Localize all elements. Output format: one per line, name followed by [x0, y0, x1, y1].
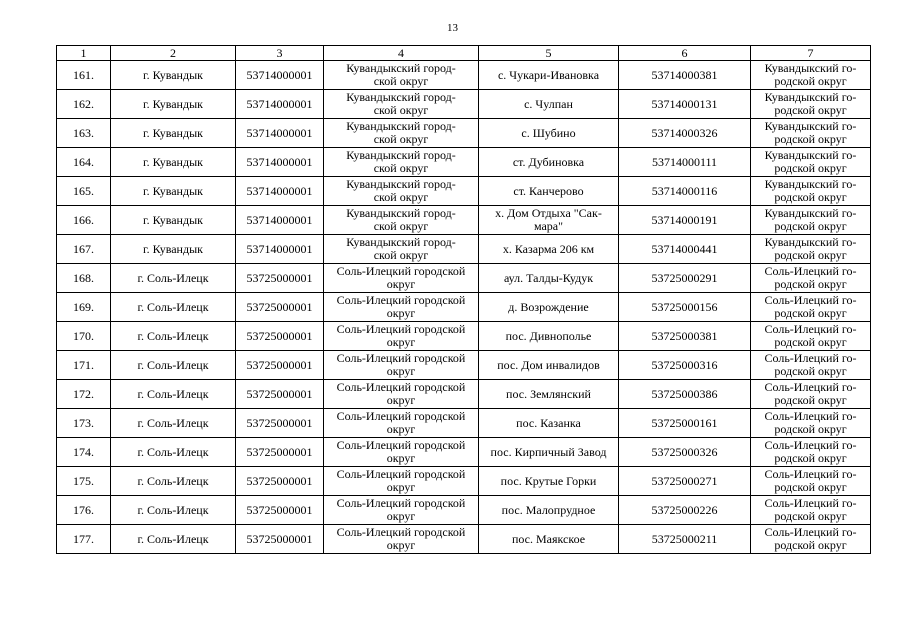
- municipality-cell: [751, 148, 871, 177]
- cell-text: г. Соль-Илецк: [137, 328, 209, 343]
- table-row: [57, 525, 871, 554]
- cell-text: 53714000001: [246, 125, 313, 140]
- city-cell: [111, 206, 236, 235]
- cell-text: х. Дом Отдыха "Сак- мара": [495, 206, 602, 233]
- cell-text: с. Шубино: [521, 125, 576, 140]
- city-cell: [111, 235, 236, 264]
- cell-text: Кувандыкский го- родской округ: [764, 61, 857, 88]
- table-row: [57, 496, 871, 525]
- settlement-code-cell: [619, 380, 751, 409]
- settlement-cell: [479, 90, 619, 119]
- cell-text: 53725000271: [651, 473, 718, 488]
- cell-text: 53714000191: [651, 212, 718, 227]
- city-code-cell: [236, 148, 324, 177]
- cell-text: Кувандыкский город- ской округ: [346, 90, 456, 117]
- settlement-cell: [479, 467, 619, 496]
- cell-text: 171.: [73, 357, 94, 372]
- cell-text: ст. Дубиновка: [512, 154, 585, 169]
- city-cell: [111, 61, 236, 90]
- row-number-cell: [57, 206, 111, 235]
- cell-text: с. Чулпан: [524, 96, 573, 111]
- city-cell: [111, 467, 236, 496]
- municipality-cell: [751, 409, 871, 438]
- cell-text: пос. Землянский: [506, 386, 591, 401]
- city-code-cell: [236, 90, 324, 119]
- cell-text: г. Кувандык: [143, 241, 203, 256]
- cell-text: 174.: [73, 444, 94, 459]
- table-body: [57, 61, 871, 554]
- settlement-cell: [479, 380, 619, 409]
- cell-text: 53725000001: [246, 299, 313, 314]
- cell-text: Соль-Илецкий го- родской округ: [764, 496, 857, 523]
- cell-text: ст. Канчерово: [513, 183, 584, 198]
- cell-text: Соль-Илецкий городской округ: [336, 322, 466, 349]
- cell-text: 175.: [73, 473, 94, 488]
- cell-text: 172.: [73, 386, 94, 401]
- cell-text: Соль-Илецкий городской округ: [336, 467, 466, 494]
- table-header: [57, 46, 871, 61]
- cell-text: Соль-Илецкий городской округ: [336, 293, 466, 320]
- municipality-cell: [751, 525, 871, 554]
- row-number-cell: [57, 177, 111, 206]
- cell-text: Соль-Илецкий го- родской округ: [764, 380, 857, 407]
- city-code-cell: [236, 61, 324, 90]
- row-number-cell: [57, 235, 111, 264]
- cell-text: 53725000001: [246, 270, 313, 285]
- settlement-code-cell: [619, 264, 751, 293]
- cell-text: 53725000001: [246, 328, 313, 343]
- cell-text: 53725000381: [651, 328, 718, 343]
- cell-text: Кувандыкский го- родской округ: [764, 148, 857, 175]
- settlement-cell: [479, 525, 619, 554]
- city-code-cell: [236, 235, 324, 264]
- municipality-cell: [751, 90, 871, 119]
- municipality-cell: [751, 206, 871, 235]
- municipality-cell: [751, 293, 871, 322]
- city-code-cell: [236, 351, 324, 380]
- cell-text: х. Казарма 206 км: [502, 241, 595, 256]
- city-cell: [111, 148, 236, 177]
- cell-text: 53725000001: [246, 473, 313, 488]
- settlement-cell: [479, 61, 619, 90]
- cell-text: 53725000001: [246, 444, 313, 459]
- cell-text: г. Соль-Илецк: [137, 444, 209, 459]
- cell-text: г. Соль-Илецк: [137, 473, 209, 488]
- municipality-cell: [751, 61, 871, 90]
- row-number-cell: [57, 119, 111, 148]
- cell-text: 53725000386: [651, 386, 718, 401]
- cell-text: Кувандыкский го- родской округ: [764, 235, 857, 262]
- district-cell: [324, 206, 479, 235]
- cell-text: 53725000001: [246, 531, 313, 546]
- city-cell: [111, 525, 236, 554]
- cell-text: г. Кувандык: [143, 67, 203, 82]
- city-cell: [111, 351, 236, 380]
- city-cell: [111, 322, 236, 351]
- cell-text: Соль-Илецкий го- родской округ: [764, 467, 857, 494]
- column-header-1: 1: [57, 46, 111, 61]
- row-number-cell: [57, 322, 111, 351]
- city-cell: [111, 119, 236, 148]
- cell-text: 166.: [73, 212, 94, 227]
- city-cell: [111, 380, 236, 409]
- city-code-cell: [236, 119, 324, 148]
- cell-text: 53714000001: [246, 183, 313, 198]
- table-row: [57, 90, 871, 119]
- settlement-code-cell: [619, 496, 751, 525]
- district-cell: [324, 525, 479, 554]
- cell-text: г. Соль-Илецк: [137, 270, 209, 285]
- settlement-cell: [479, 293, 619, 322]
- row-number-cell: [57, 409, 111, 438]
- row-number-cell: [57, 293, 111, 322]
- district-cell: [324, 119, 479, 148]
- cell-text: Кувандыкский город- ской округ: [346, 235, 456, 262]
- district-cell: [324, 322, 479, 351]
- district-cell: [324, 90, 479, 119]
- city-cell: [111, 496, 236, 525]
- cell-text: 53725000161: [651, 415, 718, 430]
- cell-text: 53714000111: [651, 154, 718, 169]
- cell-text: 53725000001: [246, 386, 313, 401]
- cell-text: г. Соль-Илецк: [137, 386, 209, 401]
- cell-text: д. Возрождение: [508, 299, 589, 314]
- cell-text: Кувандыкский город- ской округ: [346, 177, 456, 204]
- cell-text: 53725000326: [651, 444, 718, 459]
- column-header-3: 3: [236, 46, 324, 61]
- cell-text: Соль-Илецкий городской округ: [336, 264, 466, 291]
- cell-text: Соль-Илецкий го- родской округ: [764, 525, 857, 552]
- settlement-cell: [479, 496, 619, 525]
- district-cell: [324, 148, 479, 177]
- cell-text: 53714000001: [246, 154, 313, 169]
- cell-text: 165.: [73, 183, 94, 198]
- cell-text: пос. Кирпичный Завод: [490, 444, 607, 459]
- settlement-code-cell: [619, 525, 751, 554]
- cell-text: Кувандыкский го- родской округ: [764, 177, 857, 204]
- city-cell: [111, 90, 236, 119]
- cell-text: пос. Казанка: [516, 415, 581, 430]
- city-code-cell: [236, 467, 324, 496]
- row-number-cell: [57, 380, 111, 409]
- city-code-cell: [236, 496, 324, 525]
- city-code-cell: [236, 264, 324, 293]
- table-row: [57, 438, 871, 467]
- municipality-cell: [751, 322, 871, 351]
- district-cell: [324, 351, 479, 380]
- district-cell: [324, 61, 479, 90]
- district-cell: [324, 264, 479, 293]
- column-header-6: 6: [619, 46, 751, 61]
- cell-text: 169.: [73, 299, 94, 314]
- cell-text: г. Кувандык: [143, 212, 203, 227]
- settlement-code-cell: [619, 322, 751, 351]
- row-number-cell: [57, 438, 111, 467]
- cell-text: 53725000291: [651, 270, 718, 285]
- table-row: [57, 235, 871, 264]
- table-row: [57, 467, 871, 496]
- cell-text: Соль-Илецкий го- родской округ: [764, 409, 857, 436]
- district-cell: [324, 438, 479, 467]
- district-cell: [324, 235, 479, 264]
- settlement-cell: [479, 148, 619, 177]
- city-cell: [111, 438, 236, 467]
- municipality-cell: [751, 496, 871, 525]
- cell-text: 53725000316: [651, 357, 718, 372]
- cell-text: Кувандыкский го- родской округ: [764, 119, 857, 146]
- row-number-cell: [57, 264, 111, 293]
- cell-text: Соль-Илецкий го- родской округ: [764, 293, 857, 320]
- settlement-code-cell: [619, 148, 751, 177]
- row-number-cell: [57, 351, 111, 380]
- district-cell: [324, 467, 479, 496]
- cell-text: Соль-Илецкий го- родской округ: [764, 438, 857, 465]
- district-cell: [324, 177, 479, 206]
- cell-text: Кувандыкский го- родской округ: [764, 206, 857, 233]
- cell-text: г. Соль-Илецк: [137, 357, 209, 372]
- cell-text: пос. Дивнополье: [505, 328, 592, 343]
- municipality-cell: [751, 235, 871, 264]
- city-code-cell: [236, 409, 324, 438]
- settlement-cell: [479, 206, 619, 235]
- city-cell: [111, 409, 236, 438]
- cell-text: пос. Крутые Горки: [500, 473, 597, 488]
- cell-text: г. Кувандык: [143, 125, 203, 140]
- cell-text: г. Кувандык: [143, 183, 203, 198]
- settlement-cell: [479, 177, 619, 206]
- column-header-5: 5: [479, 46, 619, 61]
- header-row: [57, 46, 871, 61]
- district-cell: [324, 409, 479, 438]
- cell-text: 53714000001: [246, 212, 313, 227]
- settlement-cell: [479, 322, 619, 351]
- cell-text: 53725000211: [651, 531, 718, 546]
- city-cell: [111, 177, 236, 206]
- cell-text: г. Соль-Илецк: [137, 502, 209, 517]
- city-code-cell: [236, 177, 324, 206]
- cell-text: Кувандыкский город- ской округ: [346, 206, 456, 233]
- table-row: [57, 119, 871, 148]
- municipality-cell: [751, 438, 871, 467]
- cell-text: 177.: [73, 531, 94, 546]
- district-cell: [324, 496, 479, 525]
- settlement-code-cell: [619, 177, 751, 206]
- cell-text: 176.: [73, 502, 94, 517]
- municipality-cell: [751, 119, 871, 148]
- city-code-cell: [236, 322, 324, 351]
- district-cell: [324, 380, 479, 409]
- column-header-7: 7: [751, 46, 871, 61]
- row-number-cell: [57, 61, 111, 90]
- table-row: [57, 380, 871, 409]
- cell-text: 53714000131: [651, 96, 718, 111]
- settlement-code-cell: [619, 351, 751, 380]
- settlement-cell: [479, 264, 619, 293]
- cell-text: г. Соль-Илецк: [137, 531, 209, 546]
- city-code-cell: [236, 438, 324, 467]
- settlement-code-cell: [619, 206, 751, 235]
- table-row: [57, 177, 871, 206]
- row-number-cell: [57, 467, 111, 496]
- cell-text: 53714000001: [246, 96, 313, 111]
- row-number-cell: [57, 525, 111, 554]
- city-cell: [111, 264, 236, 293]
- cell-text: г. Соль-Илецк: [137, 299, 209, 314]
- page-number: 13: [447, 22, 458, 34]
- cell-text: Кувандыкский город- ской округ: [346, 61, 456, 88]
- district-cell: [324, 293, 479, 322]
- cell-text: Соль-Илецкий городской округ: [336, 351, 466, 378]
- cell-text: 163.: [73, 125, 94, 140]
- cell-text: 168.: [73, 270, 94, 285]
- table-row: [57, 322, 871, 351]
- settlement-cell: [479, 119, 619, 148]
- cell-text: 53714000001: [246, 67, 313, 82]
- cell-text: 53725000226: [651, 502, 718, 517]
- table-row: [57, 61, 871, 90]
- cell-text: пос. Малопрудное: [501, 502, 596, 517]
- cell-text: с. Чукари-Ивановка: [497, 67, 600, 82]
- row-number-cell: [57, 90, 111, 119]
- cell-text: 53725000001: [246, 502, 313, 517]
- cell-text: Соль-Илецкий городской округ: [336, 438, 466, 465]
- cell-text: г. Кувандык: [143, 154, 203, 169]
- table-row: [57, 264, 871, 293]
- settlement-cell: [479, 409, 619, 438]
- municipality-cell: [751, 380, 871, 409]
- cell-text: 162.: [73, 96, 94, 111]
- cell-text: 170.: [73, 328, 94, 343]
- cell-text: Кувандыкский го- родской округ: [764, 90, 857, 117]
- cell-text: г. Соль-Илецк: [137, 415, 209, 430]
- cell-text: Соль-Илецкий го- родской округ: [764, 322, 857, 349]
- cell-text: Соль-Илецкий го- родской округ: [764, 351, 857, 378]
- cell-text: 53714000001: [246, 241, 313, 256]
- settlement-code-cell: [619, 235, 751, 264]
- settlement-code-cell: [619, 293, 751, 322]
- cell-text: 173.: [73, 415, 94, 430]
- cell-text: 53725000156: [651, 299, 718, 314]
- cell-text: 53714000381: [651, 67, 718, 82]
- cell-text: Соль-Илецкий городской округ: [336, 380, 466, 407]
- settlement-cell: [479, 351, 619, 380]
- cell-text: 53714000326: [651, 125, 718, 140]
- row-number-cell: [57, 496, 111, 525]
- cell-text: аул. Талды-Кудук: [503, 270, 594, 285]
- municipality-cell: [751, 177, 871, 206]
- cell-text: 53714000441: [651, 241, 718, 256]
- municipality-cell: [751, 467, 871, 496]
- cell-text: 167.: [73, 241, 94, 256]
- settlement-code-cell: [619, 409, 751, 438]
- settlement-code-cell: [619, 119, 751, 148]
- cell-text: Соль-Илецкий городской округ: [336, 409, 466, 436]
- cell-text: Кувандыкский город- ской округ: [346, 119, 456, 146]
- table-row: [57, 293, 871, 322]
- settlement-cell: [479, 235, 619, 264]
- cell-text: Соль-Илецкий городской округ: [336, 525, 466, 552]
- settlement-code-cell: [619, 61, 751, 90]
- cell-text: пос. Дом инвалидов: [497, 357, 600, 372]
- cell-text: г. Кувандык: [143, 96, 203, 111]
- settlement-code-cell: [619, 467, 751, 496]
- settlements-table: [56, 45, 871, 554]
- city-cell: [111, 293, 236, 322]
- table-row: [57, 206, 871, 235]
- table-row: [57, 351, 871, 380]
- cell-text: 161.: [73, 67, 94, 82]
- cell-text: Кувандыкский город- ской округ: [346, 148, 456, 175]
- column-header-2: 2: [111, 46, 236, 61]
- municipality-cell: [751, 264, 871, 293]
- cell-text: 53714000116: [651, 183, 718, 198]
- cell-text: 53725000001: [246, 415, 313, 430]
- municipality-cell: [751, 351, 871, 380]
- city-code-cell: [236, 293, 324, 322]
- table-row: [57, 409, 871, 438]
- table-row: [57, 148, 871, 177]
- city-code-cell: [236, 525, 324, 554]
- cell-text: пос. Маякское: [511, 531, 586, 546]
- cell-text: Соль-Илецкий го- родской округ: [764, 264, 857, 291]
- cell-text: 164.: [73, 154, 94, 169]
- settlement-code-cell: [619, 90, 751, 119]
- row-number-cell: [57, 148, 111, 177]
- cell-text: Соль-Илецкий городской округ: [336, 496, 466, 523]
- city-code-cell: [236, 380, 324, 409]
- settlement-cell: [479, 438, 619, 467]
- cell-text: 53725000001: [246, 357, 313, 372]
- column-header-4: 4: [324, 46, 479, 61]
- settlement-code-cell: [619, 438, 751, 467]
- city-code-cell: [236, 206, 324, 235]
